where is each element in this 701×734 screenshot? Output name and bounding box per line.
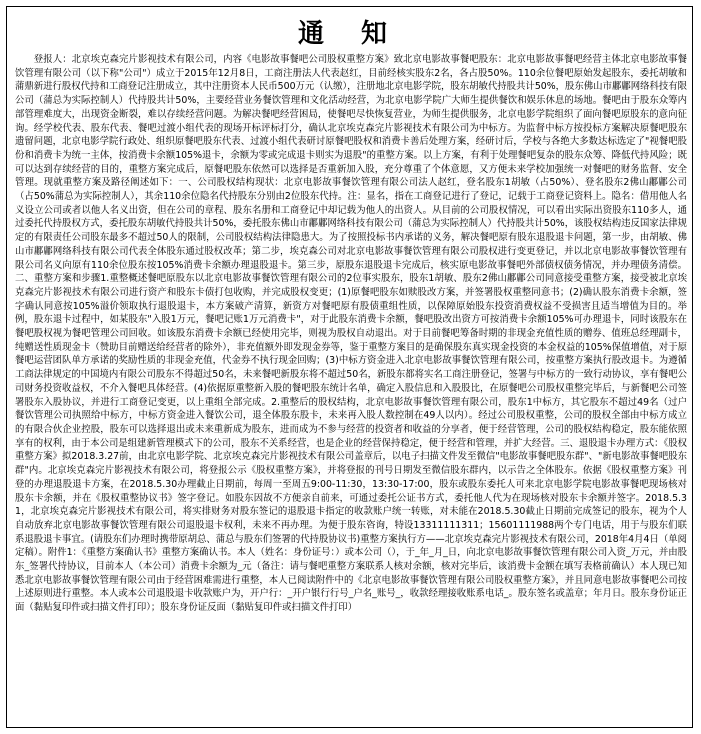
notice-frame <box>6 6 693 728</box>
notice-title: 通 知 <box>297 19 402 49</box>
notice-body: 登报人：北京埃克森完片影视技术有限公司，内容《电影故事餐吧公司股权重整方案》致北京电影故事餐吧股东：北京电影故事餐吧经营主体北京电影故事餐饮管理有限公司（以下称"公司"）成立于2015年12月8日，工商注册法人代表赵红，目前经核实股东2名，各占股50%。110余位餐吧原始发起股东，委托胡敏和蒲鼎新进行股权代持和工商登记注册成立，其中注册资本人民币500万元（认缴），注册地北京电影学院，股东胡敏代持股共计50%，股东佛山市鄘鄘网络科技有限公司（蒲总为实际控制人）代持股共计50%，主要经营业务餐饮管理和文化活动经营，为北京电影学院广大师生提供餐饮和娱乐休息的场地。餐吧由于股东众筹内部管理难度大，出现资金断裂，难以存续经营问题。为解决餐吧经营困局，使餐吧尽快恢复营业，为师生提供服务，北京电影学院组织了面向餐吧原股东的意向征询。经学校代表、股东代表、餐吧过渡小组代表的现场开标评标打分，确认北京埃克森完片影视技术有限公司为中标方。为监督中标方按投标方案解决原餐吧股东遗留问题，北京电影学院行政处、组织原餐吧股东代表、过渡小组代表研讨原餐吧股权和消费卡善后处理方案，经研讨后，学校与各绝大多数达标选定了"视餐吧股份和消费卡为统一主体，按消费卡余额105%退卡，余额为零或完成退卡则实为退股"的重整方案。以上方案，有利于处理餐吧复杂的股东众筹、降低代持风险；既可以达到存续经营的目的，重整方案完成后，原餐吧股东依然可以选择是否重新加入股，充分尊重了个体意愿，又方便未来学校加强统一对餐吧的财务监督、安全管理。现就重整方案及路径阐述如下：一、公司股权结构现状：北京电影故事餐饮管理有限公司法人赵红，登名股东1胡敏（占50%）、登名股东2佛山鄘鄘公司（占50%蒲总为实际控制人），其余110余位隐名代持股东分别由2位股东代持。注：显名，指在工商登记进行了登记，记载于工商登记资料上。隐名：借用他人名义设立公司或者以他人名义出资，但在公司的章程、股东名册和工商登记中却记载为他人的出资人。从目前的公司股权情况，可以看出实际出资股东110多人，通过委托代持股权方式，委托股东胡敏代持股共计50%，委托股东佛山市鄘鄘网络科技有限公司（蒲总为实际控制人）代持股共计50%，该股权结构违反国家法律规定的有限责任公司股东最多不超过50人的限制，公司股权结构法律隐患大。为了按照投标书内承诺的义务，解决餐吧原有股东退股退卡问题，第一步，由胡敏、佛山市鄘鄘网络科技有限公司代表全体股东通过股权改革；第二步，埃克森公司对北京电影故事餐饮管理有限公司股权进行变更登记，并以北京电影故事餐饮管理有限公司名义向原有110余位股东按105%消费卡余额办理退股退卡。第三步，原股东退股退卡完成后，核实原电影故事餐吧外部债权债务情况，并办理债务清偿。二、重整方案和步骤1.重整概述餐吧原股东以北京电影故事餐饮管理有限公司的2位事实股东，股东1胡敏、股东2佛山鄘鄘公司同意接受重整方案，接受被北京埃克森完片影视技术有限公司进行资产和股东卡债打包收购，并完成股权变更；(1)原餐吧股东如赎股改方案，并签署股权重整同意书；(2)确认股东消费卡余额，签字确认同意按105%溢价领取执行退股退卡，本方案破产清算，新资方对餐吧原有股债重组性质，以保障原始股东投资消费权益不受损害且适当增值为目的。举例，股东退卡过程中，如某股东"入股1万元，餐吧记账1万元消费卡"，对于此股东消费卡余额，餐吧股改出资方可按消费卡余额105%可办理退卡，同时该股东在餐吧股权视为餐吧管理公司回收。如该股东消费卡余额已经使用完毕，则视为股权自动退出。对于目前餐吧筹备时期的非现金充值性质的赠券、值班总经理副卡，纯赠送性质现金卡（赞助目前赠送给经营者的除外），非充值额外即发现金券等，鉴于重整方案目的是确保股东真实现金投资的本金权益的105%保值增值，对于原餐吧运营团队单方承诺的奖励性质的非现金充值，代金券不执行现金回购；(3)中标方资金进入北京电影故事餐饮管理有限公司，按重整方案执行股改退卡。为遵循工商法律规定的中国境内有限公司股东不得超过50名，未来餐吧新股东将不超过50名，新股东都将实名工商注册登记，签署与中标方的一致行动协议，享有餐吧公司财务投资收益权，不介入餐吧具体经营。(4)依据原重整新入股的餐吧股东统计名单，确定入股信息和入股股比，在原餐吧公司股权重整完毕后，与新餐吧公司签署股东入股协议，并进行工商登记变更，以上重组全部完成。2.重整后的股权结构，北京电影故事餐饮管理有限公司，股东1中标方，其它股东不超过49名（过户餐饮管理公司执照给中标方，中标方资金进入餐饮公司，退全体股东股卡，未来再入股人数控制在49人以内）。经过公司股权重整，公司的股权全部由中标方成立的有限合伙企业控股，股东可以选择退出或未来重新成为股东，进而成为不参与经营的投资者和收益的分享者，便于经营管理，公司的股权结构稳定，股东能依照享有的权利，由于本公司是组建新管理模式下的公司，股东不关系经营，也是企业的经营保持稳定，便于经营和管理，并扩大经营。三、退股退卡办理方式：《股权重整方案》拟2018.3.27前，由北京电影学院、北京埃克森完片影视技术有限公司盖章后，以电子扫描文件发至微信"电影故事餐吧股东群"、"新电影故事餐吧股东群"内。北京埃克森完片影视技术有限公司，将登报公示《股权重整方案》，并将登报的刊号日期发至微信股东群内，以示告之全体股东。依据《股权重整方案》刊登的办理退股退卡方案，在2018.5.30办理截止日期前，每周一至周五9:00-11:30，13:30-17:00，股东或股东委托人可来北京电影学院电影故事餐吧现场核对股东卡余额，并在《股权重整协议书》签字登记。如股东因故不方便亲自前来，可通过委托公证书方式，委托他人代为在现场核对股东卡余额并签字。2018.5.31，北京埃克森完片影视技术有限公司，将实排财务对股东签记的退股退卡指定的收款账户统一转账，对未能在2018.5.30截止日期前完成签记的股东，视为个人自动放弃北京电影故事餐饮管理有限公司退股退卡权利，未来不再办理。为便于股东咨询，特设13311111311；15601111988两个专门电话，用于与股东们联系退股退卡事宜。(请股东们办理时携带原胡总、蒲总与股东们签署的代持股协议书)重整方案执行方——北京埃克森完片影视技术有限公司，2018年4月4日（单阅定稿）。附件1：《重整方案确认书》重整方案确认书。本人（姓名：身份证号：）或本公司（），于_年_月_日，向北京电影故事餐饮管理有限公司入资_万元，并由股东_签署代持协议，目前本人（本公司）消费卡余额为_元（备注：请与餐吧重整方案联系人核对余额，核对完毕后，该消费卡金额在填写表格前确认）本人现已知悉北京电影故事餐饮管理有限公司由于经营困难需进行重整，本人已阅读附件中的《北京电影故事餐饮管理有限公司股权重整方案》，并且同意电影故事餐吧公司按上述原则进行重整。本人或本公司退股退卡收款账户为，开户行：_开户银行行号_户名_账号_，收款经理接收账系电话_。股东签名或盖章；年月日。股东身份证正面（黏贴复印件或扫描文件打印）；股东身份证反面（黏贴复印件或扫描文件打印） <box>15 54 687 614</box>
